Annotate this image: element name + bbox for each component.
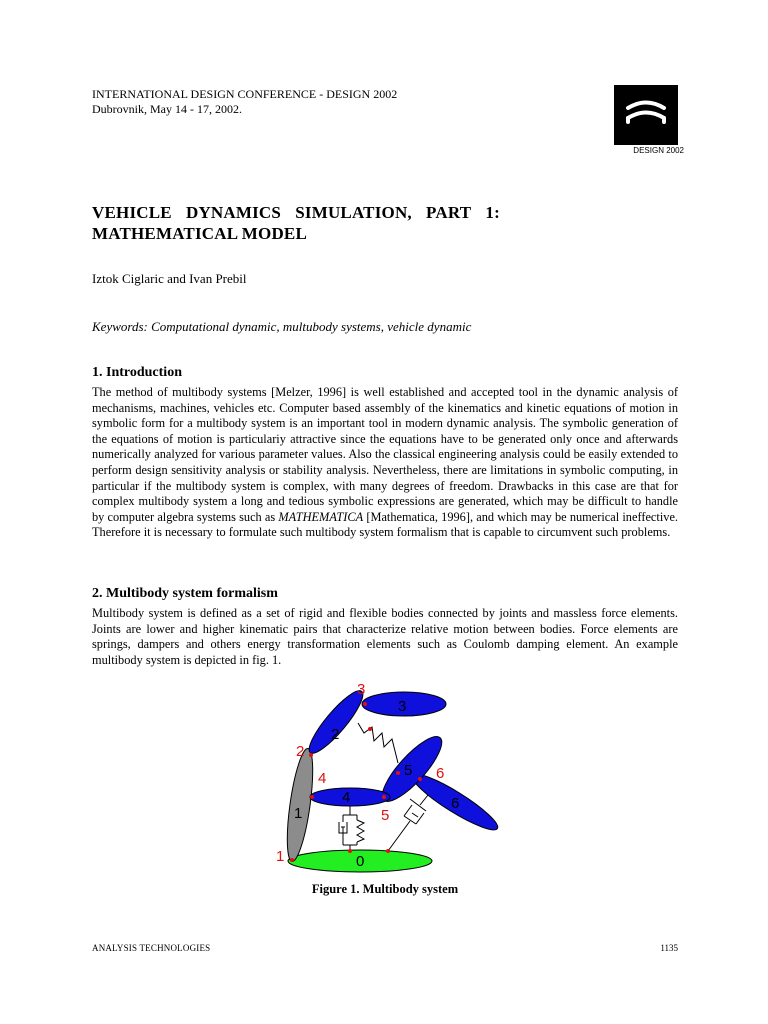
- body-label-0: 0: [356, 853, 365, 870]
- multibody-figure: [240, 675, 530, 875]
- joint-label-2: 2: [296, 743, 305, 760]
- paper-title: [92, 202, 500, 244]
- damper-element: [388, 795, 428, 851]
- design-logo: [614, 85, 678, 145]
- conference-location-date: Dubrovnik, May 14 - 17, 2002.: [92, 102, 242, 116]
- section-2-text: Multibody system is defined as a set of rigid and flexible bodies connected by joints and massless force elements. Joints are lower and higher kinematic pairs that characterize relative motion between bodies. Force elements are springs, dampers and others energy transformation elements such as Coulomb damping element. An example multibody system is depicted in fig. 1.: [92, 606, 678, 667]
- joint-label-6: 6: [436, 765, 445, 782]
- title-word: PART: [426, 203, 472, 222]
- joint-label-4: 4: [318, 770, 327, 787]
- authors: Iztok Ciglaric and Ivan Prebil: [92, 271, 247, 286]
- title-word: VEHICLE: [92, 203, 172, 222]
- title-word: DYNAMICS: [185, 203, 282, 222]
- footer-section-name: ANALYSIS TECHNOLOGIES: [92, 943, 211, 953]
- conference-header: [92, 87, 397, 117]
- mathematica-term: MATHEMATICA: [278, 509, 364, 524]
- figure-caption: Figure 1. Multibody system: [311, 882, 459, 896]
- joint-label-3: 3: [357, 681, 366, 698]
- logo-caption: DESIGN 2002: [633, 146, 684, 155]
- conference-name: INTERNATIONAL DESIGN CONFERENCE - DESIGN 2002: [92, 87, 398, 101]
- title-word: SIMULATION,: [295, 203, 412, 222]
- intro-text-part: The method of multibody systems [Melzer, 1996] is well established and accepted tool in the dynamic analysis of mechanisms, machines, vehicles etc. Computer based assembly of the kinematics and kinetic equations of motion in symbolic form for a multibody system is an important tool in modern dynamic analysis. The symbolic generation of the equations of motion is particulariy attractive since the equations have to be generated only once and afterwards numerically analyzed for various parameter values. Also the classical engineering analysis could be easily extended to perform design sensitivity analysis or stability analysis. Nevertheless, there are limitations in symbolic computing, in particular if the multibody system is complex, with many degrees of freedom. Drawbacks in this case are that for complex multibody system a long and tedious symbolic expressions are generated, which may be difficult to handle by computer algebra systems such as: [92, 385, 678, 524]
- title-word: 1:: [485, 203, 500, 222]
- keywords: Keywords: Computational dynamic, multubody systems, vehicle dynamic: [92, 319, 472, 334]
- page-number: 1135: [660, 943, 678, 953]
- joint-label-5: 5: [381, 807, 390, 824]
- section-1-heading: 1. Introduction: [92, 365, 182, 380]
- spring-element: [358, 723, 398, 763]
- body-label-2: 2: [331, 726, 340, 743]
- intro-text-part: [Mathematica, 1996], and which may be numerical ineffective. Therefore it is necessary to formulate such multibody system formalism that is capable to circumvent such problems.: [92, 509, 679, 540]
- title-line-1: [92, 202, 500, 223]
- body-label-1: 1: [294, 805, 303, 822]
- body-label-6: 6: [451, 795, 460, 812]
- arch-logo-icon: [614, 85, 678, 145]
- body-label-3: 3: [398, 698, 407, 715]
- body-label-4: 4: [342, 789, 351, 806]
- section-1-text: [92, 385, 678, 541]
- joint-label-1: 1: [276, 848, 285, 865]
- body-label-5: 5: [404, 762, 413, 779]
- spring-damper-element: [339, 806, 364, 851]
- section-2-heading: 2. Multibody system formalism: [92, 586, 278, 601]
- title-line-2: MATHEMATICAL MODEL: [92, 224, 308, 243]
